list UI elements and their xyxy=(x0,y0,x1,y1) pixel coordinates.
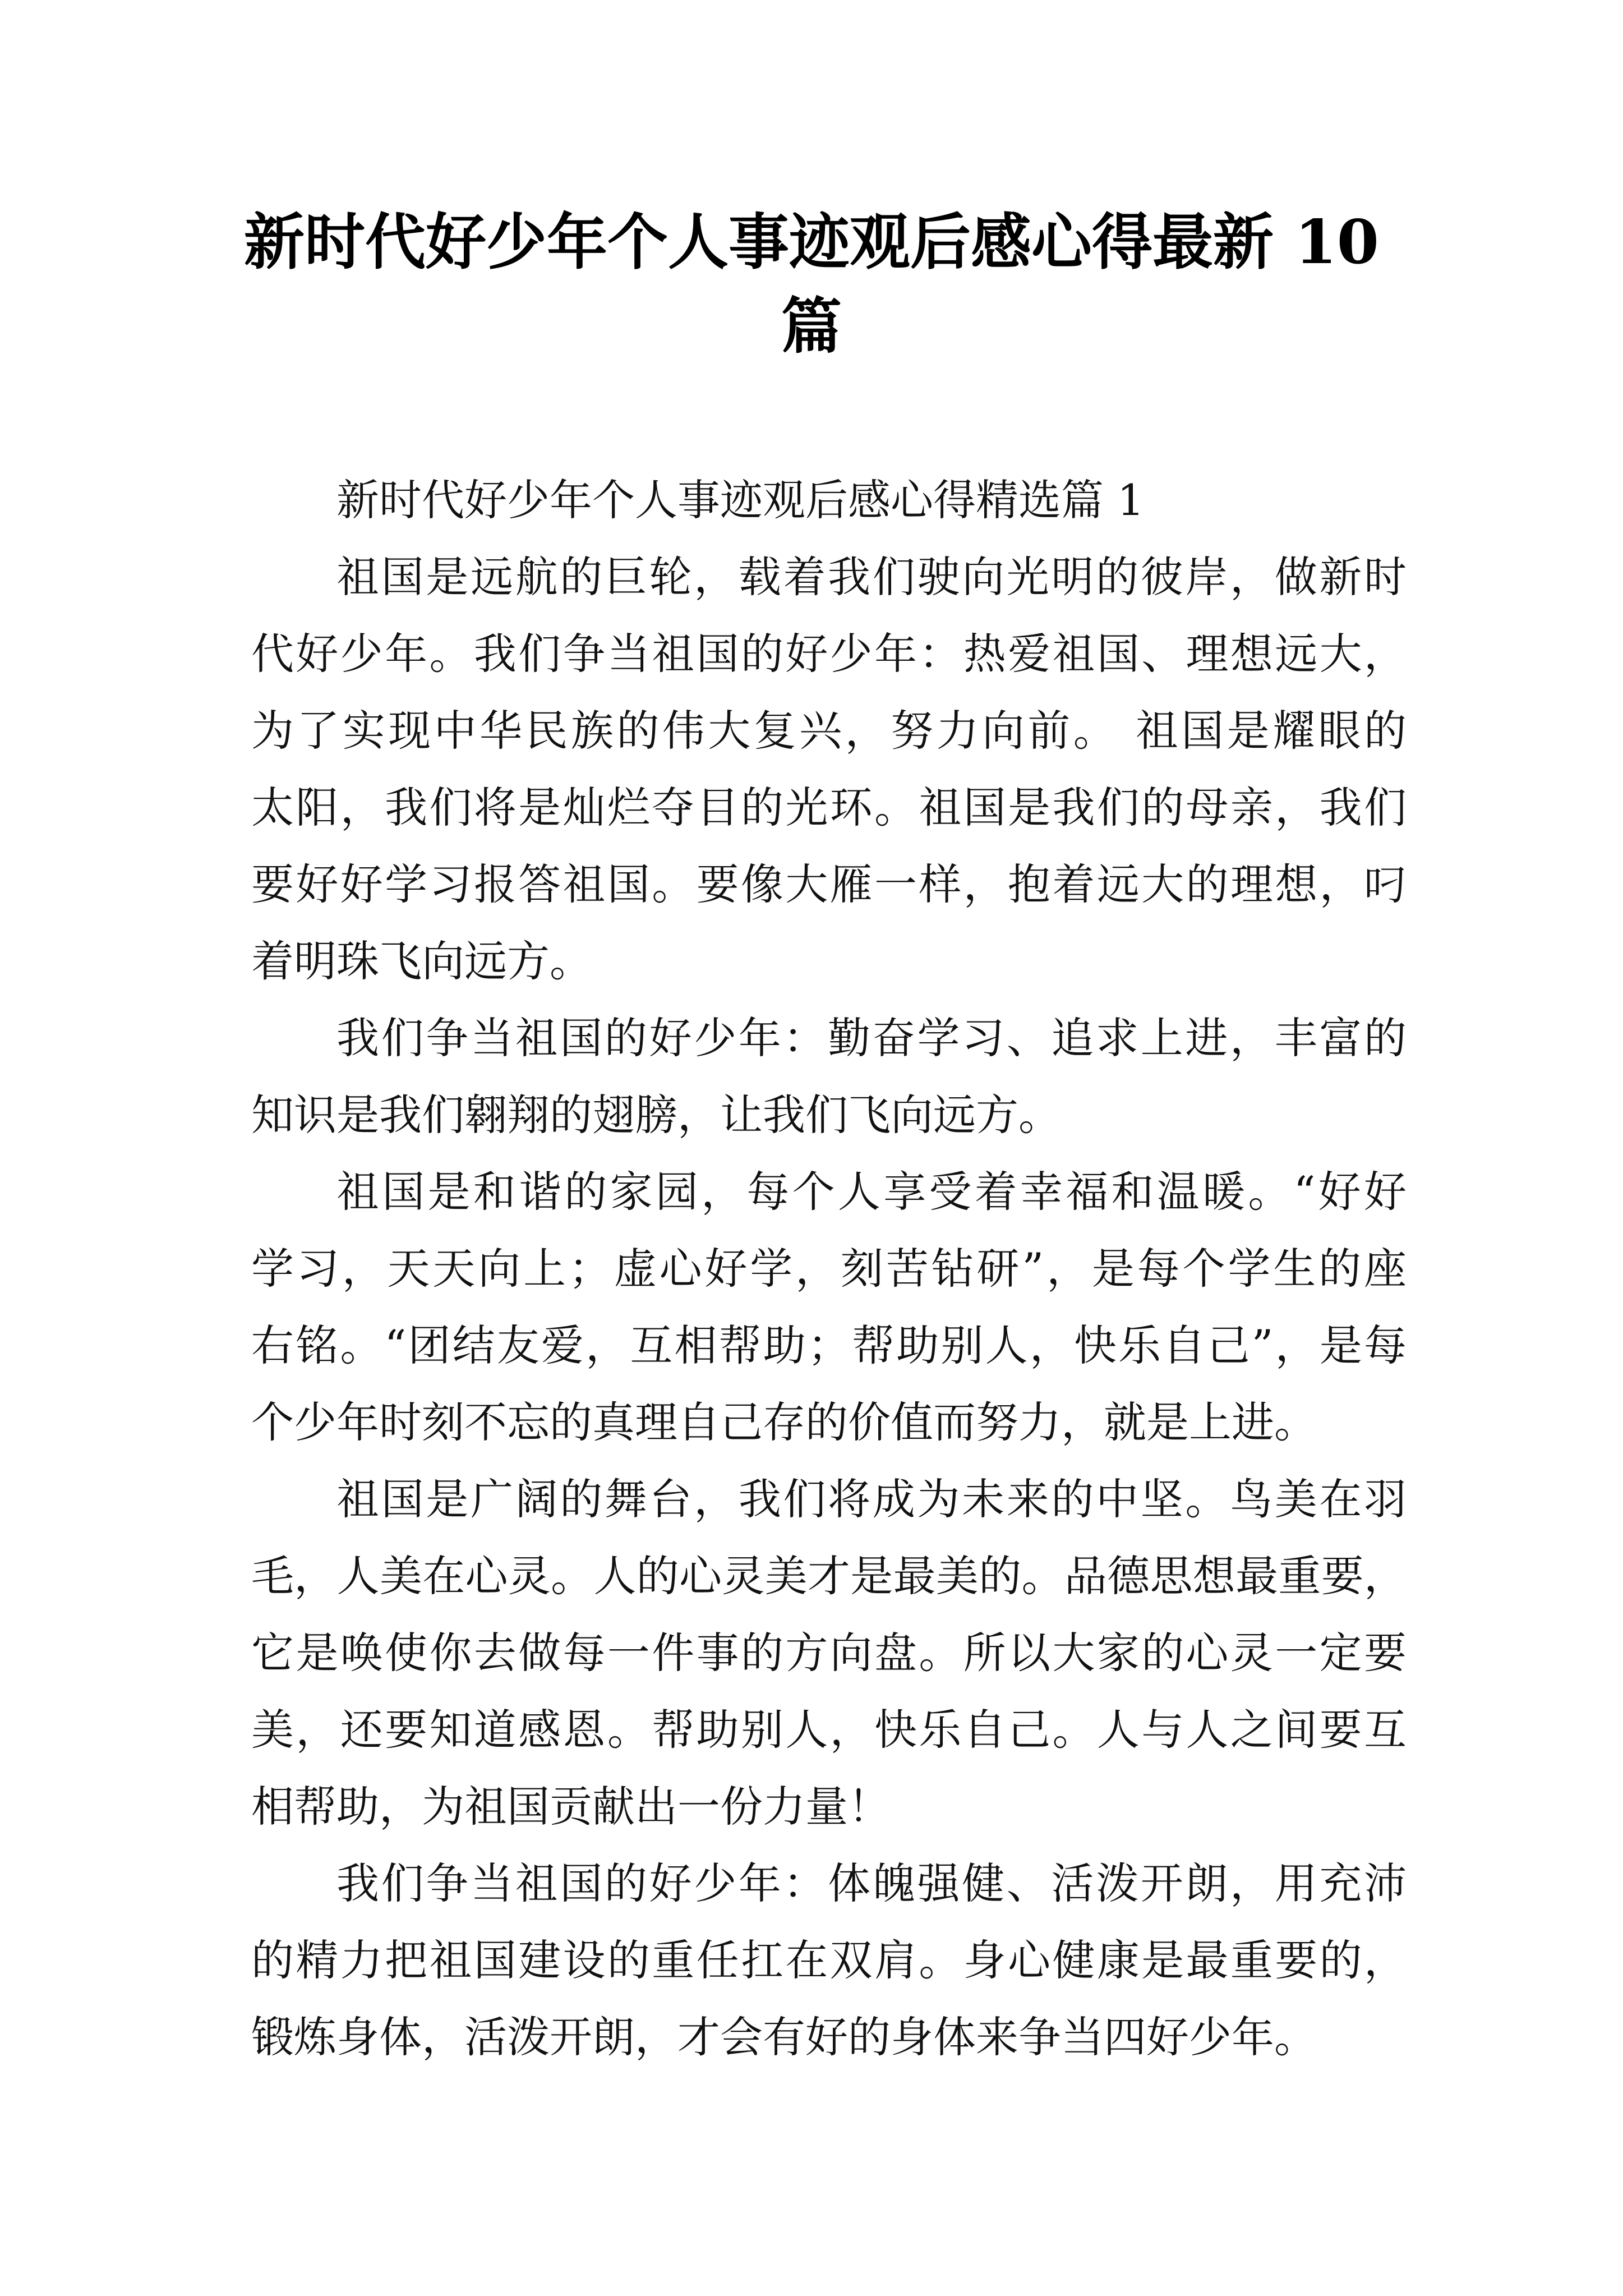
paragraph xyxy=(251,1845,1407,2076)
text-line: 个少年时刻不忘的真理自己存的价值而努力，就是上进。 xyxy=(251,1397,1317,1447)
paragraph xyxy=(251,539,1407,1000)
text-line: 它是唤使你去做每一件事的方向盘。所以大家的心灵一定要 xyxy=(251,1628,1407,1678)
text-line: 祖国是广阔的舞台，我们将成为未来的中坚。鸟美在羽 xyxy=(336,1474,1407,1524)
text-line: 相帮助，为祖国贡献出一份力量！ xyxy=(251,1782,891,1832)
text-line: 代好少年。我们争当祖国的好少年：热爱祖国、理想远大， xyxy=(251,629,1407,679)
paragraph xyxy=(251,1461,1407,1845)
paragraph xyxy=(251,1000,1407,1153)
text-line: 要好好学习报答祖国。要像大雁一样，抱着远大的理想，叼 xyxy=(251,859,1407,909)
section-heading: 新时代好少年个人事迹观后感心得精选篇 1 xyxy=(336,475,1145,525)
text-line: 右铭。“团结友爱，互相帮助；帮助别人，快乐自己”，是每 xyxy=(251,1320,1407,1370)
document-title xyxy=(0,200,1623,369)
text-line: 毛，人美在心灵。人的心灵美才是最美的。品德思想最重要， xyxy=(251,1551,1407,1601)
text-line: 祖国是远航的巨轮，载着我们驶向光明的彼岸，做新时 xyxy=(336,552,1407,602)
text-line: 的精力把祖国建设的重任扛在双肩。身心健康是最重要的， xyxy=(251,1935,1407,1985)
text-line: 为了实现中华民族的伟大复兴，努力向前。 祖国是耀眼的 xyxy=(251,706,1407,756)
text-line: 太阳，我们将是灿烂夺目的光环。祖国是我们的母亲，我们 xyxy=(251,783,1407,832)
document-body xyxy=(251,462,1407,2076)
text-line: 知识是我们翱翔的翅膀，让我们飞向远方。 xyxy=(251,1090,1061,1140)
title-line: 篇 xyxy=(781,291,842,362)
paragraph xyxy=(251,1153,1407,1461)
text-line: 着明珠飞向远方。 xyxy=(251,936,592,986)
text-line: 祖国是和谐的家园，每个人享受着幸福和温暖。“好好 xyxy=(336,1167,1407,1217)
text-line: 美，还要知道感恩。帮助别人，快乐自己。人与人之间要互 xyxy=(251,1705,1407,1755)
text-line: 我们争当祖国的好少年：体魄强健、活泼开朗，用充沛 xyxy=(336,1858,1407,1908)
text-line: 学习，天天向上；虚心好学，刻苦钻研”，是每个学生的座 xyxy=(251,1244,1407,1294)
title-line: 新时代好少年个人事迹观后感心得最新 10 xyxy=(244,207,1379,278)
text-line: 我们争当祖国的好少年：勤奋学习、追求上进，丰富的 xyxy=(336,1013,1407,1063)
text-line: 锻炼身体，活泼开朗，才会有好的身体来争当四好少年。 xyxy=(251,2012,1317,2062)
